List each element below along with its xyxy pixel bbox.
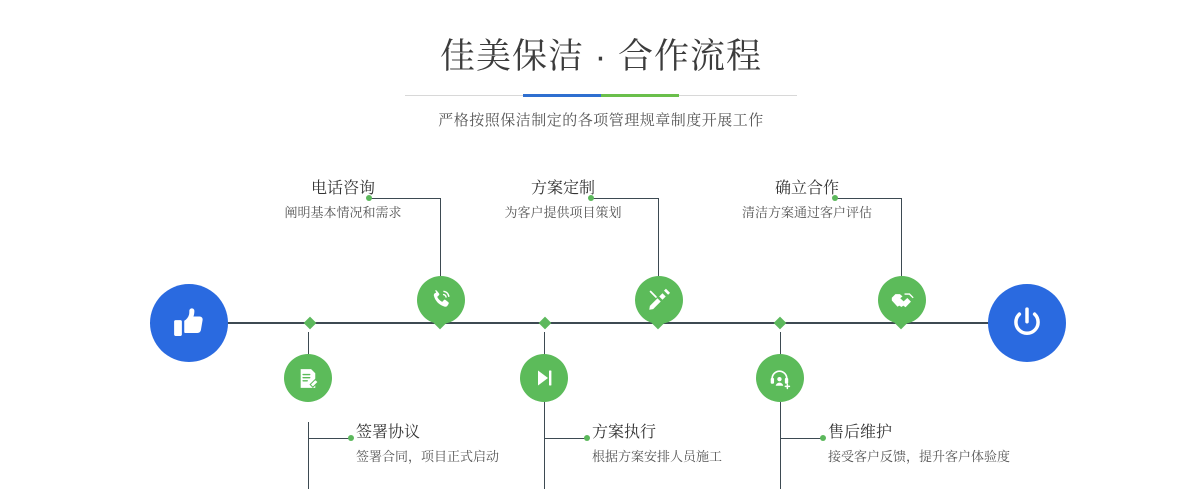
- step-title: 确立合作: [774, 180, 839, 197]
- step-label-5: [712, 178, 902, 223]
- connector-vertical: [544, 402, 545, 489]
- step-icon-6[interactable]: [756, 354, 804, 402]
- step-desc: 根据方案安排人员施工: [592, 449, 723, 464]
- divider-accent-blue: [523, 94, 601, 97]
- connector-vertical: [308, 422, 309, 489]
- divider-accent-green: [601, 94, 679, 97]
- timeline-end-cap: [988, 284, 1066, 362]
- power-icon: [1008, 304, 1046, 342]
- step-label-3: [468, 178, 658, 223]
- step-desc: 为客户提供项目策划: [504, 205, 622, 220]
- timeline-node-dot: [304, 317, 317, 330]
- phone-call-icon: [428, 287, 454, 313]
- timeline-node-dot: [539, 317, 552, 330]
- timeline-node-dot: [774, 317, 787, 330]
- step-title: 电话咨询: [310, 180, 375, 197]
- step-label-6: [828, 422, 1128, 467]
- pencil-ruler-icon: [646, 287, 672, 313]
- step-desc: 清洁方案通过客户评估: [741, 205, 872, 220]
- play-forward-icon: [532, 366, 556, 390]
- page-subtitle: 严格按照保洁制定的各项管理规章制度开展工作: [438, 112, 764, 129]
- document-edit-icon: [296, 366, 321, 391]
- handshake-icon: [889, 287, 916, 314]
- step-desc: 接受客户反馈，提升客户体验度: [828, 449, 1011, 464]
- step-title: 方案定制: [530, 180, 595, 197]
- step-icon-3[interactable]: [635, 276, 683, 324]
- step-label-4: [592, 422, 852, 467]
- page-title: 佳美保洁 · 合作流程: [439, 37, 763, 76]
- step-label-2: [356, 422, 606, 467]
- step-title: 方案执行: [592, 424, 657, 441]
- timeline-start-cap: [150, 284, 228, 362]
- step-title: 售后维护: [828, 424, 893, 441]
- step-icon-4[interactable]: [520, 354, 568, 402]
- title-divider: [405, 94, 797, 97]
- step-desc: 签署合同，项目正式启动: [356, 449, 500, 464]
- step-icon-2[interactable]: [284, 354, 332, 402]
- step-icon-1[interactable]: [417, 276, 465, 324]
- timeline-axis: [150, 322, 1050, 324]
- connector-horizontal: [308, 438, 352, 439]
- step-desc: 阐明基本情况和需求: [284, 205, 402, 220]
- headset-support-icon: [768, 366, 793, 391]
- connector-end-dot: [348, 435, 354, 441]
- thumbs-up-icon: [170, 304, 208, 342]
- step-icon-5[interactable]: [878, 276, 926, 324]
- connector-vertical: [780, 402, 781, 489]
- connector-vertical: [440, 198, 441, 276]
- connector-vertical: [658, 198, 659, 276]
- connector-end-dot: [584, 435, 590, 441]
- header: [0, 34, 1202, 130]
- step-title: 签署协议: [356, 424, 421, 441]
- step-label-1: [248, 178, 438, 223]
- timeline: [0, 150, 1202, 490]
- connector-horizontal: [544, 438, 588, 439]
- connector-end-dot: [820, 435, 826, 441]
- connector-horizontal: [780, 438, 824, 439]
